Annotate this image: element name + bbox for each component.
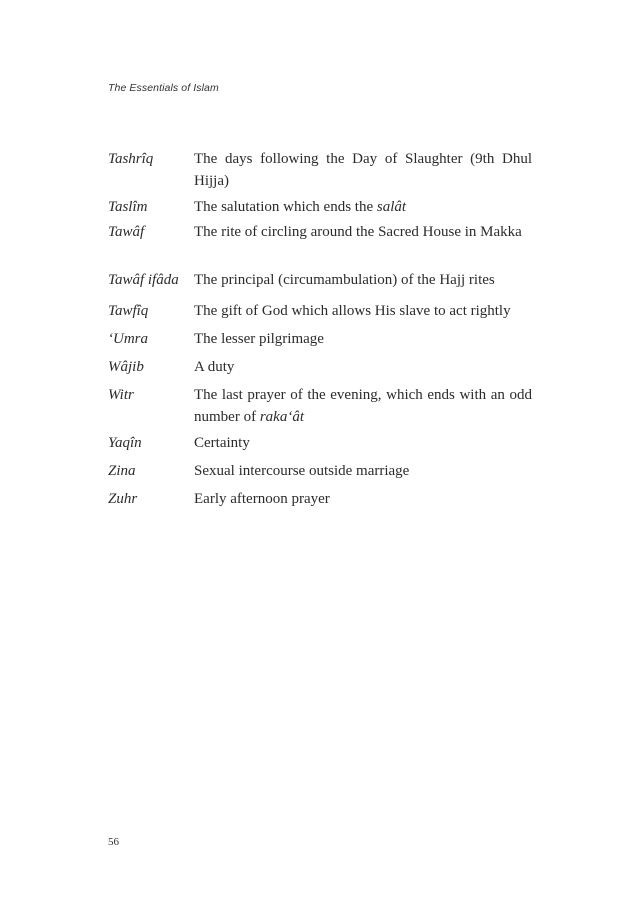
glossary-term: Tawâf [108, 224, 145, 240]
glossary-definition [194, 196, 532, 218]
glossary-entry [108, 221, 532, 269]
glossary-entry [108, 269, 532, 300]
glossary-entry [108, 328, 532, 356]
glossary-definition: The principal (circumambulation) of the Hajj rites [194, 272, 495, 288]
glossary-definition: Certainty [194, 435, 250, 451]
glossary-term: Tashrîq [108, 151, 154, 167]
glossary-definition [194, 384, 532, 428]
glossary-definition: Early afternoon prayer [194, 491, 330, 507]
glossary-term: ‘Umra [108, 331, 148, 347]
glossary-term: Witr [108, 387, 134, 403]
glossary-entry [108, 460, 532, 488]
glossary-term: Tawfîq [108, 303, 149, 319]
definition-text: The salutation which ends the [194, 199, 377, 215]
definition-italic-term: salât [376, 199, 407, 215]
glossary-entry [108, 384, 532, 432]
running-header: The Essentials of Islam [108, 82, 219, 94]
glossary-definition: Sexual intercourse outside marriage [194, 463, 410, 479]
glossary-term: Tawâf ifâda [108, 272, 179, 288]
glossary-entry [108, 148, 532, 196]
definition-text: The last prayer of the evening, which ends with an odd number of [194, 387, 532, 425]
glossary-term: Zina [108, 463, 136, 479]
glossary-term: Zuhr [108, 491, 138, 507]
glossary-entry [108, 196, 532, 221]
glossary-definition: A duty [194, 359, 235, 375]
glossary-definition: The lesser pilgrimage [194, 331, 324, 347]
glossary-entry [108, 356, 532, 384]
definition-italic-term: raka‘ât [259, 409, 304, 425]
glossary-definition: The gift of God which allows His slave to act rightly [194, 303, 511, 319]
glossary-term: Taslîm [108, 199, 148, 215]
glossary-definition: The days following the Day of Slaughter (9th Dhul Hijja) [194, 151, 532, 189]
page-number: 56 [108, 836, 119, 848]
glossary-entry [108, 488, 532, 516]
glossary-definition: The rite of circling around the Sacred House in Makka [194, 224, 522, 240]
glossary-entry [108, 432, 532, 460]
glossary-entry [108, 300, 532, 328]
glossary-term: Wâjib [108, 359, 144, 375]
glossary-term: Yaqîn [108, 435, 142, 451]
glossary-list [108, 148, 532, 516]
